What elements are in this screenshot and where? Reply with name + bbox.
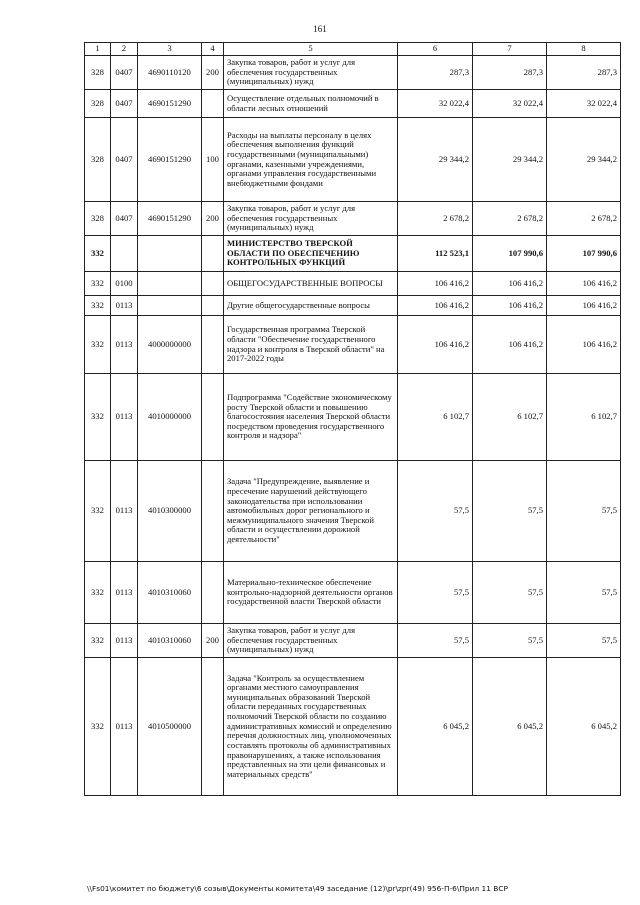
row-expense-type-code (202, 316, 224, 374)
row-section-code: 0113 (111, 316, 138, 374)
header-cell: 5 (224, 43, 398, 56)
row-amount-col8: 32 022,4 (547, 90, 621, 118)
header-cell: 1 (85, 43, 111, 56)
row-target-article-code: 4690151290 (138, 202, 202, 236)
row-name: Закупка товаров, работ и услуг для обеспечения государственных (муниципальных) нужд (224, 624, 398, 658)
row-name: Осуществление отдельных полномочий в области лесных отношений (224, 90, 398, 118)
row-amount-col6: 2 678,2 (398, 202, 473, 236)
row-amount-col6: 29 344,2 (398, 118, 473, 202)
row-name: Задача "Предупреждение, выявление и пресечение нарушений действующего законодательства при использовании автомобильных дорог регионального и межмуниципального значения Тверской области и осуществлении дорожной деятельности" (224, 461, 398, 562)
row-section-code: 0100 (111, 272, 138, 296)
header-cell: 4 (202, 43, 224, 56)
row-grbs-code: 328 (85, 118, 111, 202)
row-target-article-code (138, 272, 202, 296)
header-cell: 2 (111, 43, 138, 56)
row-section-code: 0407 (111, 118, 138, 202)
row-section-code: 0113 (111, 296, 138, 316)
row-amount-col7: 57,5 (473, 461, 547, 562)
header-cell: 3 (138, 43, 202, 56)
row-amount-col8: 57,5 (547, 461, 621, 562)
row-target-article-code: 4690151290 (138, 118, 202, 202)
row-amount-col6: 287,3 (398, 56, 473, 90)
row-grbs-code: 332 (85, 316, 111, 374)
row-expense-type-code: 200 (202, 202, 224, 236)
row-name: Закупка товаров, работ и услуг для обеспечения государственных (муниципальных) нужд (224, 202, 398, 236)
row-amount-col8: 107 990,6 (547, 236, 621, 272)
row-amount-col8: 6 102,7 (547, 374, 621, 461)
header-cell: 6 (398, 43, 473, 56)
row-grbs-code: 328 (85, 56, 111, 90)
row-amount-col8: 106 416,2 (547, 296, 621, 316)
row-target-article-code: 4010500000 (138, 658, 202, 796)
row-amount-col7: 32 022,4 (473, 90, 547, 118)
row-expense-type-code (202, 272, 224, 296)
row-target-article-code (138, 296, 202, 316)
row-amount-col6: 6 102,7 (398, 374, 473, 461)
row-target-article-code: 4010310060 (138, 562, 202, 624)
row-section-code: 0113 (111, 624, 138, 658)
row-amount-col7: 29 344,2 (473, 118, 547, 202)
row-amount-col7: 106 416,2 (473, 316, 547, 374)
row-amount-col7: 6 045,2 (473, 658, 547, 796)
row-section-code: 0407 (111, 90, 138, 118)
row-name: ОБЩЕГОСУДАРСТВЕННЫЕ ВОПРОСЫ (224, 272, 398, 296)
table-row (85, 562, 621, 624)
row-amount-col7: 106 416,2 (473, 296, 547, 316)
table-row (85, 56, 621, 90)
row-amount-col6: 57,5 (398, 624, 473, 658)
table-row (85, 316, 621, 374)
row-amount-col8: 106 416,2 (547, 272, 621, 296)
row-amount-col6: 32 022,4 (398, 90, 473, 118)
header-cell: 8 (547, 43, 621, 56)
row-amount-col6: 6 045,2 (398, 658, 473, 796)
row-amount-col8: 106 416,2 (547, 316, 621, 374)
row-target-article-code: 4690110120 (138, 56, 202, 90)
row-grbs-code: 332 (85, 272, 111, 296)
row-expense-type-code (202, 374, 224, 461)
row-name: МИНИСТЕРСТВО ТВЕРСКОЙ ОБЛАСТИ ПО ОБЕСПЕЧЕНИЮ КОНТРОЛЬНЫХ ФУНКЦИЙ (224, 236, 398, 272)
row-section-code (111, 236, 138, 272)
row-section-code: 0407 (111, 56, 138, 90)
row-name: Государственная программа Тверской области "Обеспечение государственного надзора и контроля в Тверской области" на 2017-2022 годы (224, 316, 398, 374)
row-target-article-code (138, 236, 202, 272)
table-row (85, 90, 621, 118)
table-row (85, 202, 621, 236)
table-row (85, 236, 621, 272)
row-expense-type-code: 200 (202, 56, 224, 90)
row-name: Подпрограмма "Содействие экономическому росту Тверской области и повышению благосостояния населения Тверской области посредством проведения государственного контроля и надзора" (224, 374, 398, 461)
row-expense-type-code (202, 296, 224, 316)
row-name: Расходы на выплаты персоналу в целях обеспечения выполнения функций государственными (муниципальными) органами, казенными учреждениями, органами управления государственными внебюджетными фондами (224, 118, 398, 202)
table-row (85, 624, 621, 658)
row-amount-col7: 57,5 (473, 562, 547, 624)
file-path-footer: \\Fs01\комитет по бюджету\6 созыв\Документы комитета\49 заседание (12)\pr\zpr(49) 956-П-6\Прил 11 ВСР (87, 884, 508, 893)
row-name: Задача "Контроль за осуществлением органами местного самоуправления муниципальных образований Тверской области переданных государственных полномочий Тверской области по созданию административных комиссий и определению перечня должностных лиц, уполномоченных составлять протоколы об административных правонарушениях, а также использования представленных на эти цели финансовых и материальных средств" (224, 658, 398, 796)
row-section-code: 0113 (111, 461, 138, 562)
row-amount-col8: 287,3 (547, 56, 621, 90)
row-amount-col6: 106 416,2 (398, 316, 473, 374)
header-row (85, 43, 621, 56)
row-amount-col6: 57,5 (398, 461, 473, 562)
row-grbs-code: 332 (85, 562, 111, 624)
row-target-article-code: 4690151290 (138, 90, 202, 118)
row-expense-type-code: 100 (202, 118, 224, 202)
table-row (85, 296, 621, 316)
row-grbs-code: 332 (85, 658, 111, 796)
row-name: Материально-техническое обеспечение контрольно-надзорной деятельности органов государственной власти Тверской области (224, 562, 398, 624)
row-amount-col7: 57,5 (473, 624, 547, 658)
row-expense-type-code (202, 461, 224, 562)
row-name: Закупка товаров, работ и услуг для обеспечения государственных (муниципальных) нужд (224, 56, 398, 90)
row-target-article-code: 4010300000 (138, 461, 202, 562)
row-amount-col8: 57,5 (547, 624, 621, 658)
row-grbs-code: 332 (85, 236, 111, 272)
table-row (85, 118, 621, 202)
row-expense-type-code (202, 658, 224, 796)
budget-table (84, 42, 621, 796)
row-amount-col7: 287,3 (473, 56, 547, 90)
row-amount-col7: 107 990,6 (473, 236, 547, 272)
row-section-code: 0113 (111, 658, 138, 796)
row-grbs-code: 332 (85, 461, 111, 562)
row-amount-col8: 57,5 (547, 562, 621, 624)
row-grbs-code: 332 (85, 374, 111, 461)
row-amount-col7: 2 678,2 (473, 202, 547, 236)
row-amount-col6: 57,5 (398, 562, 473, 624)
table-row (85, 461, 621, 562)
row-section-code: 0113 (111, 374, 138, 461)
row-target-article-code: 4010310060 (138, 624, 202, 658)
row-expense-type-code (202, 562, 224, 624)
row-section-code: 0113 (111, 562, 138, 624)
header-cell: 7 (473, 43, 547, 56)
row-grbs-code: 328 (85, 202, 111, 236)
row-amount-col8: 2 678,2 (547, 202, 621, 236)
row-expense-type-code (202, 90, 224, 118)
table-row (85, 272, 621, 296)
row-amount-col6: 106 416,2 (398, 272, 473, 296)
row-amount-col7: 106 416,2 (473, 272, 547, 296)
page-number: 161 (313, 24, 327, 34)
row-expense-type-code: 200 (202, 624, 224, 658)
row-section-code: 0407 (111, 202, 138, 236)
row-name: Другие общегосударственные вопросы (224, 296, 398, 316)
row-grbs-code: 332 (85, 624, 111, 658)
row-amount-col8: 6 045,2 (547, 658, 621, 796)
row-target-article-code: 4010000000 (138, 374, 202, 461)
table-row (85, 658, 621, 796)
row-grbs-code: 332 (85, 296, 111, 316)
row-grbs-code: 328 (85, 90, 111, 118)
row-amount-col8: 29 344,2 (547, 118, 621, 202)
row-amount-col6: 112 523,1 (398, 236, 473, 272)
row-target-article-code: 4000000000 (138, 316, 202, 374)
table-row (85, 374, 621, 461)
row-expense-type-code (202, 236, 224, 272)
row-amount-col7: 6 102,7 (473, 374, 547, 461)
row-amount-col6: 106 416,2 (398, 296, 473, 316)
